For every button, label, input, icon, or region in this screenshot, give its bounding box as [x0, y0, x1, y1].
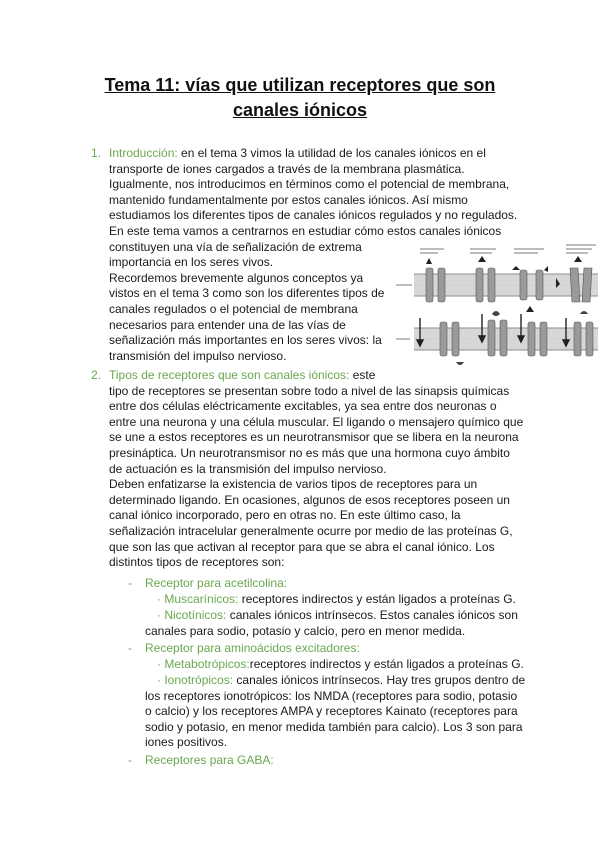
section-2-line: canal iónico incorporado, pero en otras no. En este último caso, la — [109, 508, 461, 523]
section-1-line: estudiamos los diferentes tipos de canales iónicos regulados y no regulados. — [109, 208, 518, 223]
section-1-line: mantenido fundamentalmente por estos canales iónicos. Así mismo — [109, 192, 468, 207]
receptor-acetilcolina-heading: Receptor para acetilcolina: — [145, 576, 288, 590]
section-1-number: 1. — [91, 146, 102, 160]
section-1-line: constituyen una vía de señalización de extrema — [109, 239, 362, 254]
section-1-line: transmisión del impulso nervioso. — [109, 348, 287, 363]
metabotropicos-label: Metabotrópicos: — [164, 657, 250, 671]
section-1-line: necesarios para entender una de las vías de — [109, 317, 346, 332]
list-dash: - — [128, 576, 132, 590]
section-1-line: importancia en los seres vivos. — [109, 255, 274, 270]
ionotropicos-continuation: sodio y potasio, en menor medida también para calcio). Los 3 son para — [145, 719, 523, 734]
ion-channel-diagram-figure — [396, 244, 598, 372]
section-1-line: canales regulados o el potencial de membrana — [109, 301, 358, 316]
section-2-line: que son las que activan al receptor para que se abra el canal iónico. Los — [109, 539, 495, 554]
section-2-line: se une a estos receptores es un neurotransmisor que se libera en la neurona — [109, 430, 519, 445]
section-2-number: 2. — [91, 368, 102, 382]
nicotinicos-text: canales iónicos intrínsecos. Estos canales iónicos son — [226, 608, 518, 622]
muscarinicos-label: Muscarínicos: — [164, 592, 239, 606]
section-2-line: distintos tipos de receptores son: — [109, 555, 285, 570]
section-1-line: Recordemos brevemente algunos conceptos ya — [109, 270, 364, 285]
nicotinicos-continuation: canales para sodio, potasio y calcio, pero en menor medida. — [145, 623, 466, 638]
ionotropicos-text: canales iónicos intrínsecos. Hay tres grupos dentro de — [233, 673, 526, 687]
title-line-1: Tema 11: vías que utilizan receptores que son — [104, 75, 496, 95]
section-2-line: de actuación es la transmisión del impulso nervioso. — [109, 461, 387, 476]
list-bullet: · — [157, 608, 161, 622]
list-bullet: · — [157, 673, 161, 687]
section-2-line: tipo de receptores se presentan sobre todo a nivel de las sinapsis químicas — [109, 383, 510, 398]
page-title — [60, 73, 540, 123]
metabotropicos-text: receptores indirectos y están ligados a proteínas G. — [249, 657, 524, 671]
ion-channel-diagram-icon — [396, 244, 598, 372]
muscarinicos-item — [145, 592, 565, 608]
section-1-line: transporte de iones cargados a través de la membrana plasmática. — [109, 161, 465, 176]
list-bullet: · — [157, 592, 161, 606]
list-dash: - — [128, 641, 132, 655]
section-1-line: en el tema 3 vimos la utilidad de los canales iónicos en el — [177, 146, 486, 160]
section-2-heading: Tipos de receptores que son canales iónicos: — [109, 368, 350, 382]
title-line-2: canales iónicos — [232, 100, 368, 120]
nicotinicos-label: Nicotínicos: — [164, 608, 227, 622]
section-1-line: En este tema vamos a centrarnos en estudiar cómo estos canales iónicos — [109, 223, 502, 238]
metabotropicos-item — [145, 657, 565, 673]
section-2-line: entre una neurona y una célula muscular. El ligando o mensajero químico que — [109, 414, 524, 429]
ionotropicos-label: Ionotrópicos: — [164, 673, 234, 687]
section-2-line: Deben enfatizarse la existencia de varios tipos de receptores para un — [109, 477, 478, 492]
ionotropicos-item — [145, 673, 565, 751]
section-2-line: este — [349, 368, 376, 382]
section-1-line: señalización más importantes en los seres vivos: la — [109, 333, 382, 348]
list-dash: - — [128, 753, 132, 767]
receptor-gaba-heading: Receptores para GABA: — [145, 753, 274, 767]
section-2-line: presináptica. Un neurotransmisor no es más que una hormona cuyo ámbito — [109, 445, 510, 460]
muscarinicos-text: receptores indirectos y están ligados a proteínas G. — [238, 592, 516, 606]
section-2-body — [109, 368, 549, 571]
ionotropicos-continuation: o calcio) y los receptores AMPA y receptores Kainato (receptores para — [145, 704, 518, 719]
section-1-heading: Introducción: — [109, 146, 178, 160]
receptor-aminoacidos-heading: Receptor para aminoácidos excitadores: — [145, 641, 360, 655]
list-bullet: · — [157, 657, 161, 671]
ionotropicos-continuation: iones positivos. — [145, 735, 228, 750]
ionotropicos-continuation: los receptores ionotrópicos: los NMDA (receptores para sodio, potasio — [145, 688, 518, 703]
section-1-line: Igualmente, nos introducimos en términos como el potencial de membrana, — [109, 177, 510, 192]
section-2-line: determinado ligando. En ocasiones, algunos de esos receptores poseen un — [109, 492, 510, 507]
nicotinicos-item — [145, 608, 565, 639]
section-2-line: señalización intracelular generalmente ocurre por medio de las proteínas G, — [109, 523, 513, 538]
section-1-line: vistos en el tema 3 como son los diferentes tipos de — [109, 286, 385, 301]
section-2-line: entre dos células eléctricamente excitables, ya sea entre dos neuronas o — [109, 399, 497, 414]
